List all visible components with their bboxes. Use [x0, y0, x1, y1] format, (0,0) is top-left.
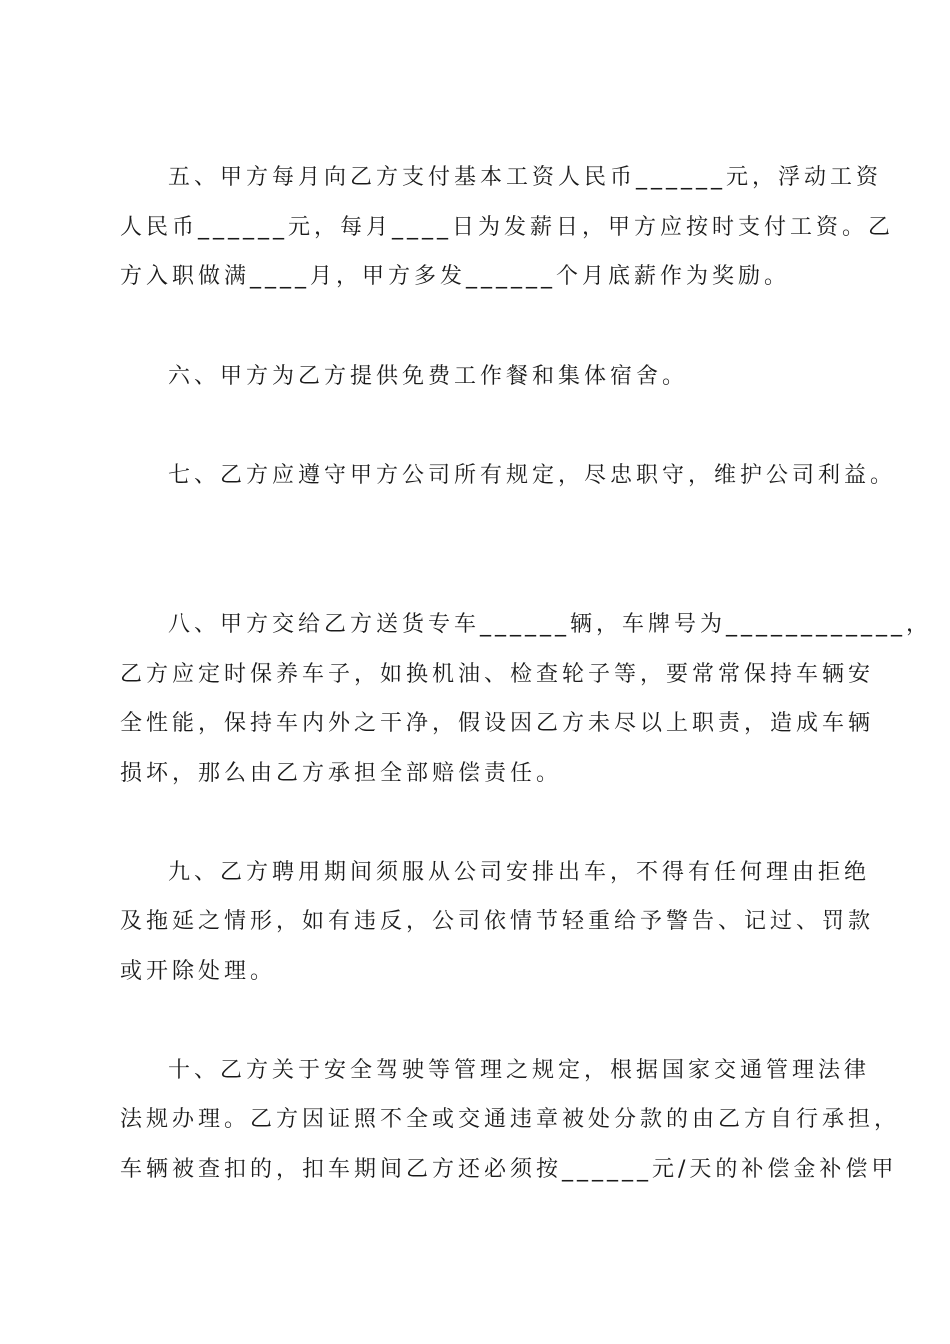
clause-9-line-3: 或开除处理。	[120, 959, 277, 984]
clause-10-line-3: 车辆被查扣的，扣车期间乙方还必须按______元/天的补偿金补偿甲	[120, 1157, 898, 1182]
clause-8-line-3: 全性能，保持车内外之干净，假设因乙方未尽以上职责，造成车辆	[120, 711, 875, 736]
clause-9-line-2: 及拖延之情形，如有违反，公司依情节轻重给予警告、记过、罚款	[120, 909, 875, 934]
clause-8-line-4: 损坏，那么由乙方承担全部赔偿责任。	[120, 761, 563, 786]
clause-8-line-1: 八、甲方交给乙方送货专车______辆，车牌号为____________，	[168, 612, 933, 637]
clause-7-line-1: 七、乙方应遵守甲方公司所有规定，尽忠职守，维护公司利益。	[168, 463, 897, 488]
clause-5-line-3: 方入职做满____月，甲方多发______个月底薪作为奖励。	[120, 264, 791, 289]
clause-6-line-1: 六、甲方为乙方提供免费工作餐和集体宿舍。	[168, 364, 689, 389]
clause-10-line-2: 法规办理。乙方因证照不全或交通违章被处分款的由乙方自行承担，	[120, 1107, 901, 1132]
clause-8-line-2: 乙方应定时保养车子，如换机油、检查轮子等，要常常保持车辆安	[120, 662, 875, 687]
clause-5-line-2: 人民币______元，每月____日为发薪日，甲方应按时支付工资。乙	[120, 215, 895, 240]
clause-10-line-1: 十、乙方关于安全驾驶等管理之规定，根据国家交通管理法律	[168, 1058, 871, 1083]
clause-5-line-1: 五、甲方每月向乙方支付基本工资人民币______元，浮动工资	[168, 165, 883, 190]
clause-9-line-1: 九、乙方聘用期间须服从公司安排出车，不得有任何理由拒绝	[168, 860, 871, 885]
